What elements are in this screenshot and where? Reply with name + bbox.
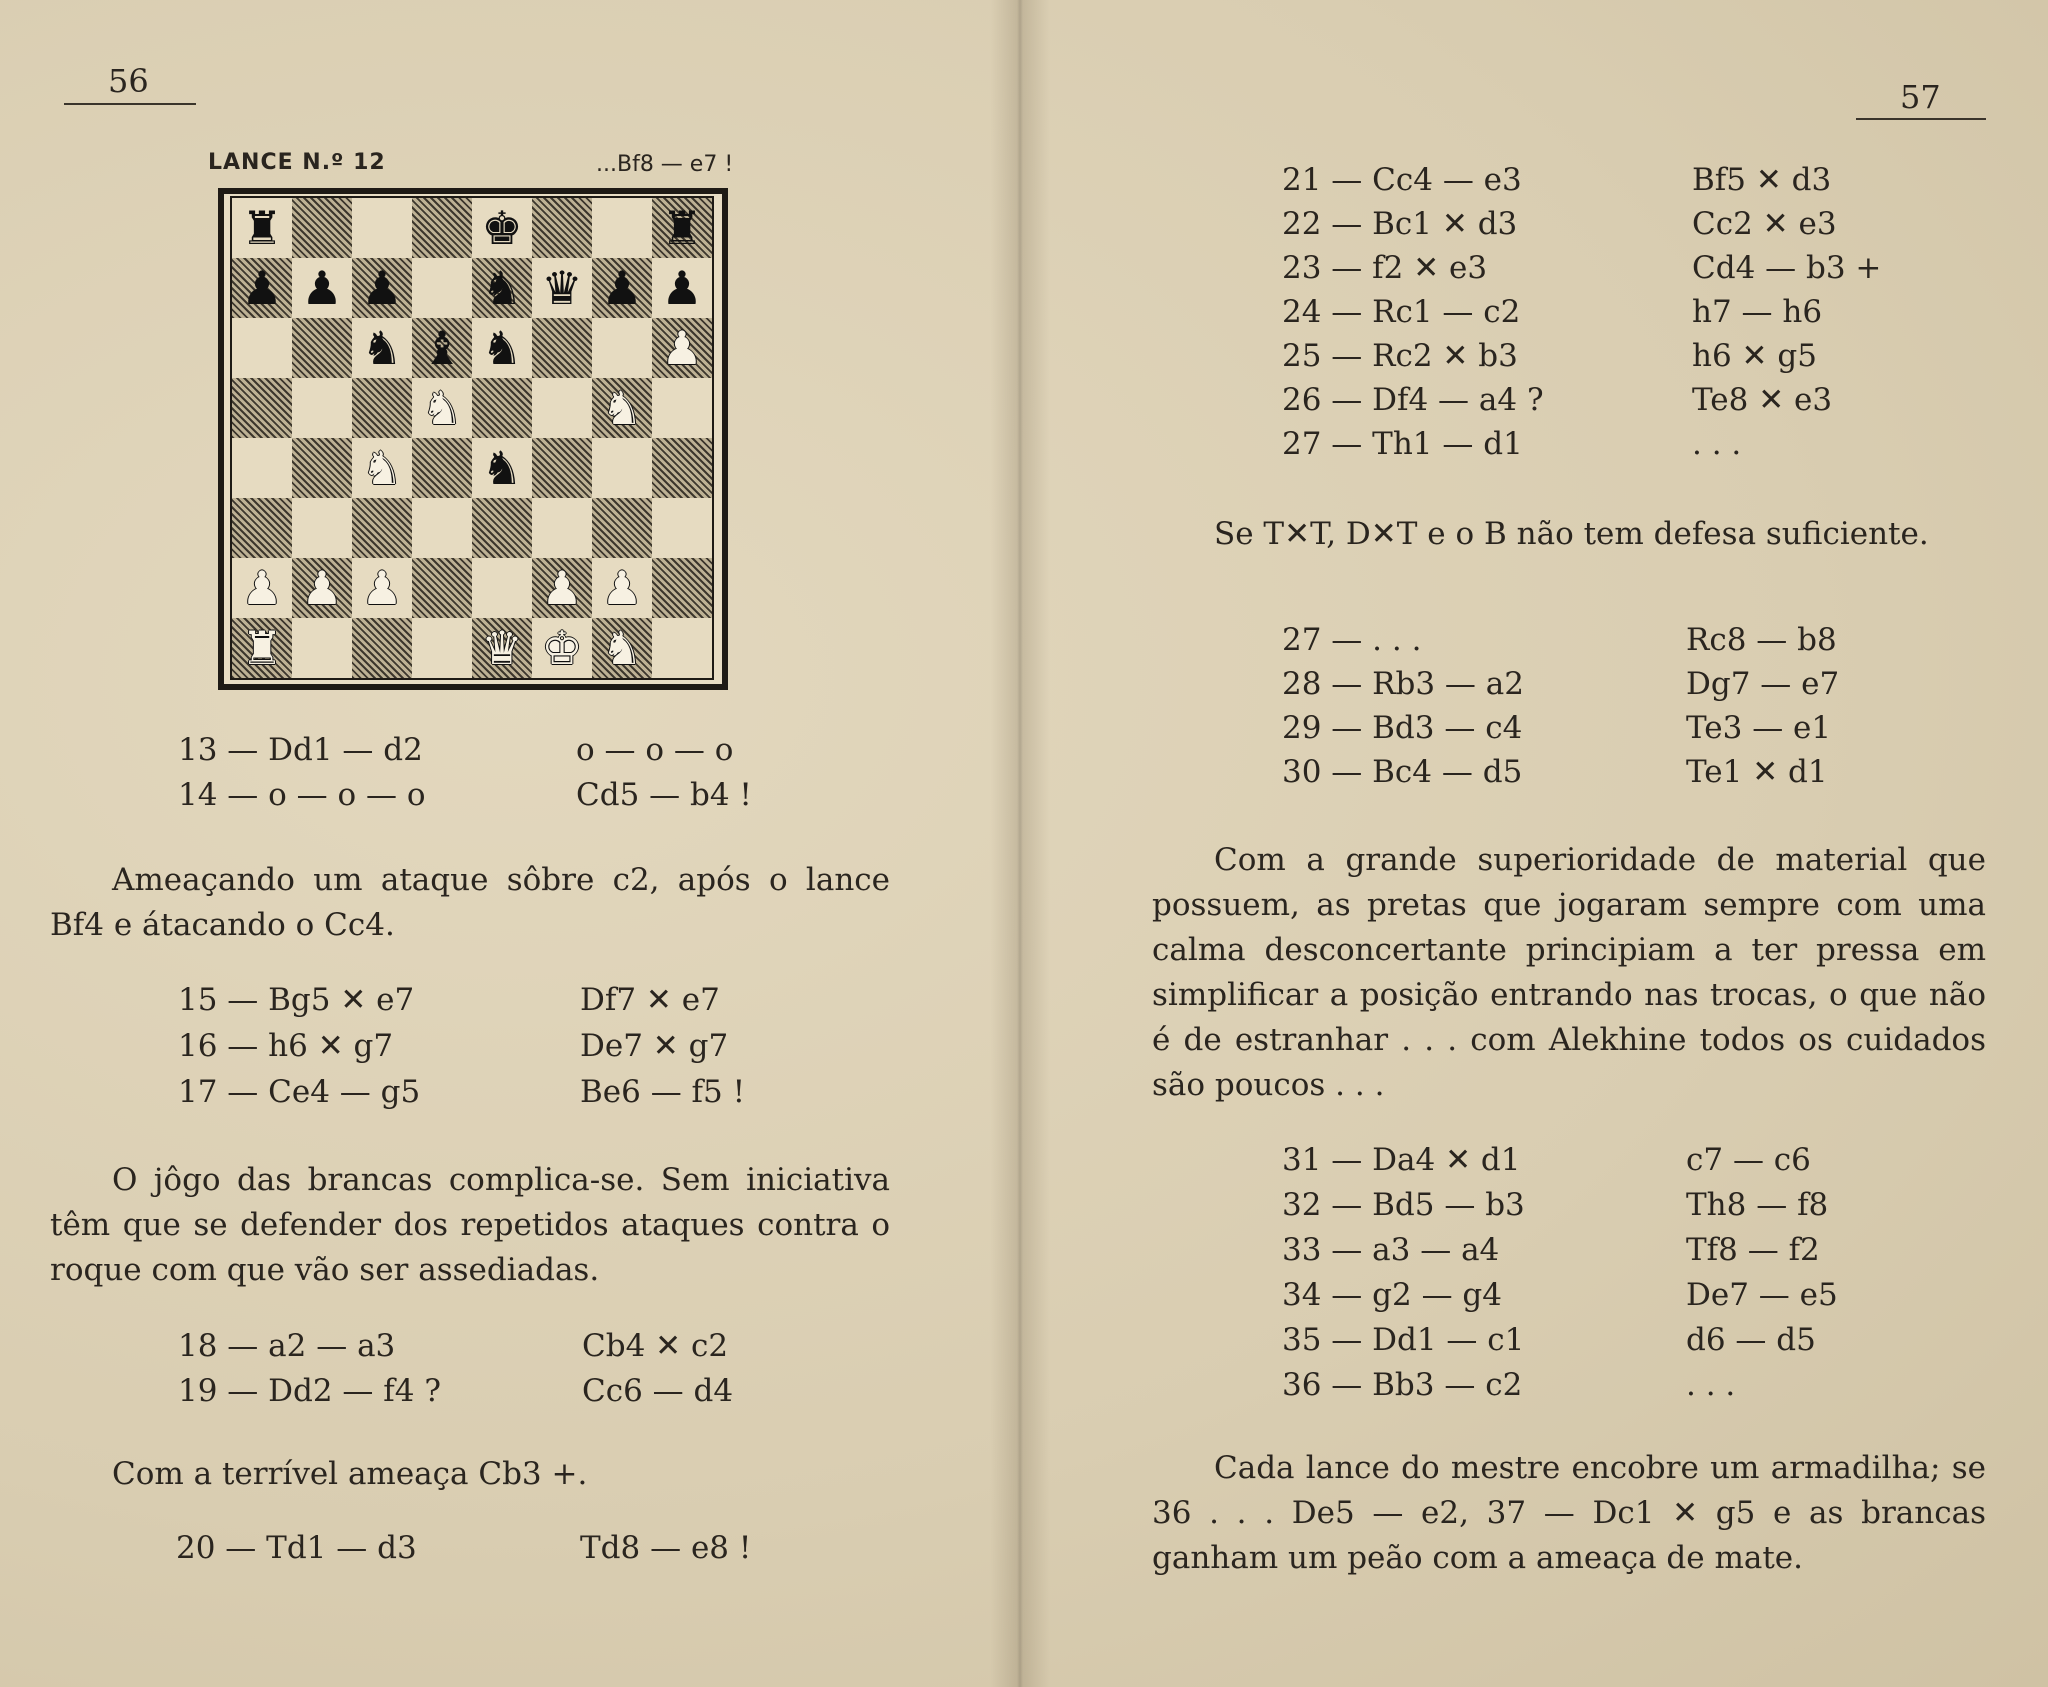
board-square <box>652 618 712 678</box>
board-square <box>592 198 652 258</box>
board-square <box>412 498 472 558</box>
black-knight-icon: ♞ <box>361 321 403 375</box>
black-pawn-icon: ♟ <box>661 261 703 315</box>
black-bishop-icon: ♝ <box>421 321 463 375</box>
board-square <box>472 438 532 498</box>
board-square <box>592 258 652 318</box>
black-move: Cb4 ✕ c2 <box>582 1328 729 1364</box>
white-pawn-icon: ♟ <box>601 561 643 615</box>
white-move: 33 — a3 — a4 <box>1282 1232 1500 1268</box>
diagram-caption: LANCE N.º 12 <box>208 150 386 175</box>
black-knight-icon: ♞ <box>481 441 523 495</box>
right-page <box>1030 0 2048 1687</box>
white-move: 20 — Td1 — d3 <box>176 1530 417 1566</box>
black-knight-icon: ♞ <box>481 261 523 315</box>
white-move: 21 — Cc4 — e3 <box>1282 162 1522 198</box>
board-square <box>652 378 712 438</box>
black-move: Cc2 ✕ e3 <box>1692 206 1837 242</box>
page-number-left: 56 <box>108 62 149 100</box>
board-square <box>652 438 712 498</box>
board-square <box>532 438 592 498</box>
white-move: 32 — Bd5 — b3 <box>1282 1187 1525 1223</box>
commentary-paragraph <box>1152 1446 1986 1581</box>
commentary-paragraph <box>50 858 890 948</box>
board-square <box>352 498 412 558</box>
board-square <box>412 198 472 258</box>
board-square <box>532 558 592 618</box>
white-move: 23 — f2 ✕ e3 <box>1282 250 1488 286</box>
board-square <box>352 198 412 258</box>
white-move: 34 — g2 — g4 <box>1282 1277 1502 1313</box>
board-square <box>412 558 472 618</box>
white-move: 16 — h6 ✕ g7 <box>178 1028 394 1064</box>
white-move: 30 — Bc4 — d5 <box>1282 754 1523 790</box>
black-move: Df7 ✕ e7 <box>580 982 720 1018</box>
white-move: 31 — Da4 ✕ d1 <box>1282 1142 1521 1178</box>
board-square <box>472 318 532 378</box>
white-move: 29 — Bd3 — c4 <box>1282 710 1523 746</box>
black-move: o — o — o <box>576 732 734 768</box>
board-square <box>232 498 292 558</box>
white-move: 18 — a2 — a3 <box>178 1328 396 1364</box>
board-square <box>232 198 292 258</box>
black-move: Td8 — e8 ! <box>580 1530 752 1566</box>
board-square <box>472 498 532 558</box>
board-square <box>292 498 352 558</box>
board-square <box>352 258 412 318</box>
board-square <box>352 318 412 378</box>
board-square <box>352 618 412 678</box>
board-square <box>232 378 292 438</box>
black-move: Cd4 — b3 + <box>1692 250 1882 286</box>
commentary-text: Com a terrível ameaça Cb3 +. <box>112 1456 588 1492</box>
white-queen-icon: ♛ <box>481 621 523 675</box>
board-square <box>352 558 412 618</box>
board-square <box>412 438 472 498</box>
left-page <box>0 0 1005 1687</box>
white-pawn-icon: ♟ <box>301 561 343 615</box>
page-number-rule <box>1856 118 1986 120</box>
chess-board <box>230 196 714 680</box>
board-square <box>532 198 592 258</box>
board-square <box>292 198 352 258</box>
board-square <box>292 618 352 678</box>
black-pawn-icon: ♟ <box>361 261 403 315</box>
board-square <box>592 498 652 558</box>
board-square <box>232 618 292 678</box>
commentary-text: Cada lance do mestre encobre um armadilha; se 36 . . . De5 — e2, 37 — Dc1 ✕ g5 e as brancas ganham um peão com a ameaça de mate. <box>1152 1450 1986 1576</box>
board-square <box>532 618 592 678</box>
board-square <box>472 378 532 438</box>
black-rook-icon: ♜ <box>241 201 283 255</box>
commentary-text: Se T✕T, D✕T e o B não tem defesa suficiente. <box>1214 516 1929 552</box>
board-square <box>532 378 592 438</box>
board-square <box>592 618 652 678</box>
black-move: Rc8 — b8 <box>1686 622 1837 658</box>
board-square <box>292 558 352 618</box>
white-move: 27 — . . . <box>1282 622 1422 658</box>
board-square <box>412 378 472 438</box>
white-knight-icon: ♞ <box>361 441 403 495</box>
page-number-right: 57 <box>1900 78 1941 116</box>
black-knight-icon: ♞ <box>481 321 523 375</box>
black-move: Te1 ✕ d1 <box>1686 754 1828 790</box>
commentary-paragraph <box>1152 838 1986 1108</box>
board-square <box>292 318 352 378</box>
black-move: c7 — c6 <box>1686 1142 1811 1178</box>
black-move: Bf5 ✕ d3 <box>1692 162 1832 198</box>
board-square <box>472 558 532 618</box>
board-square <box>532 258 592 318</box>
white-move: 28 — Rb3 — a2 <box>1282 666 1524 702</box>
commentary-paragraph <box>50 1158 890 1293</box>
board-square <box>292 438 352 498</box>
board-square <box>232 258 292 318</box>
white-move: 14 — o — o — o <box>178 777 426 813</box>
white-move: 24 — Rc1 — c2 <box>1282 294 1521 330</box>
white-knight-icon: ♞ <box>601 381 643 435</box>
board-square <box>412 258 472 318</box>
board-square <box>592 378 652 438</box>
board-square <box>412 318 472 378</box>
board-square <box>352 438 412 498</box>
white-move: 36 — Bb3 — c2 <box>1282 1367 1523 1403</box>
black-move: De7 — e5 <box>1686 1277 1838 1313</box>
black-pawn-icon: ♟ <box>601 261 643 315</box>
commentary-paragraph <box>1152 512 1986 557</box>
commentary-paragraph <box>50 1452 890 1497</box>
white-pawn-icon: ♟ <box>661 321 703 375</box>
black-rook-icon: ♜ <box>661 201 703 255</box>
black-queen-icon: ♛ <box>541 261 583 315</box>
white-move: 15 — Bg5 ✕ e7 <box>178 982 415 1018</box>
white-knight-icon: ♞ <box>421 381 463 435</box>
white-king-icon: ♚ <box>541 621 583 675</box>
board-square <box>532 498 592 558</box>
white-move: 35 — Dd1 — c1 <box>1282 1322 1525 1358</box>
black-move: h6 ✕ g5 <box>1692 338 1817 374</box>
commentary-text: Com a grande superioridade de material que possuem, as pretas que jogaram sempre com uma calma desconcertante principiam a ter pressa em simplificar a posição entrando nas trocas, o que não é de estranhar . . . com Alekhine todos os cuidados são poucos . . . <box>1152 842 1986 1103</box>
white-move: 25 — Rc2 ✕ b3 <box>1282 338 1518 374</box>
white-move: 17 — Ce4 — g5 <box>178 1074 421 1110</box>
board-square <box>652 318 712 378</box>
board-square <box>232 438 292 498</box>
white-move: 13 — Dd1 — d2 <box>178 732 423 768</box>
black-move: d6 — d5 <box>1686 1322 1816 1358</box>
board-square <box>352 378 412 438</box>
white-pawn-icon: ♟ <box>241 561 283 615</box>
black-move: Cc6 — d4 <box>582 1373 734 1409</box>
board-square <box>652 258 712 318</box>
black-pawn-icon: ♟ <box>241 261 283 315</box>
board-square <box>652 558 712 618</box>
diagram-move: ...Bf8 — e7 ! <box>596 152 734 177</box>
board-square <box>472 258 532 318</box>
black-pawn-icon: ♟ <box>301 261 343 315</box>
black-move: Cd5 — b4 ! <box>576 777 752 813</box>
black-move: Tf8 — f2 <box>1686 1232 1820 1268</box>
black-move: Te3 — e1 <box>1686 710 1832 746</box>
board-square <box>592 318 652 378</box>
black-move: . . . <box>1686 1367 1736 1403</box>
board-square <box>412 618 472 678</box>
black-move: Th8 — f8 <box>1686 1187 1829 1223</box>
white-knight-icon: ♞ <box>601 621 643 675</box>
board-square <box>292 258 352 318</box>
board-square <box>472 618 532 678</box>
black-move: Te8 ✕ e3 <box>1692 382 1833 418</box>
black-move: . . . <box>1692 426 1742 462</box>
white-pawn-icon: ♟ <box>361 561 403 615</box>
black-move: Be6 — f5 ! <box>580 1074 746 1110</box>
commentary-text: O jôgo das brancas complica-se. Sem iniciativa têm que se defender dos repetidos ataques contra o roque com que vão ser assediadas. <box>50 1162 890 1288</box>
page-number-rule <box>64 103 196 105</box>
white-move: 26 — Df4 — a4 ? <box>1282 382 1544 418</box>
black-king-icon: ♚ <box>481 201 523 255</box>
board-square <box>652 198 712 258</box>
board-square <box>652 498 712 558</box>
board-square <box>232 318 292 378</box>
board-square <box>232 558 292 618</box>
black-move: De7 ✕ g7 <box>580 1028 729 1064</box>
commentary-text: Ameaçando um ataque sôbre c2, após o lance Bf4 e átacando o Cc4. <box>50 862 890 943</box>
board-square <box>592 558 652 618</box>
white-pawn-icon: ♟ <box>541 561 583 615</box>
white-rook-icon: ♜ <box>241 621 283 675</box>
board-square <box>592 438 652 498</box>
board-square <box>292 378 352 438</box>
black-move: Dg7 — e7 <box>1686 666 1840 702</box>
board-square <box>532 318 592 378</box>
board-square <box>472 198 532 258</box>
white-move: 22 — Bc1 ✕ d3 <box>1282 206 1518 242</box>
white-move: 27 — Th1 — d1 <box>1282 426 1523 462</box>
black-move: h7 — h6 <box>1692 294 1823 330</box>
white-move: 19 — Dd2 — f4 ? <box>178 1373 441 1409</box>
